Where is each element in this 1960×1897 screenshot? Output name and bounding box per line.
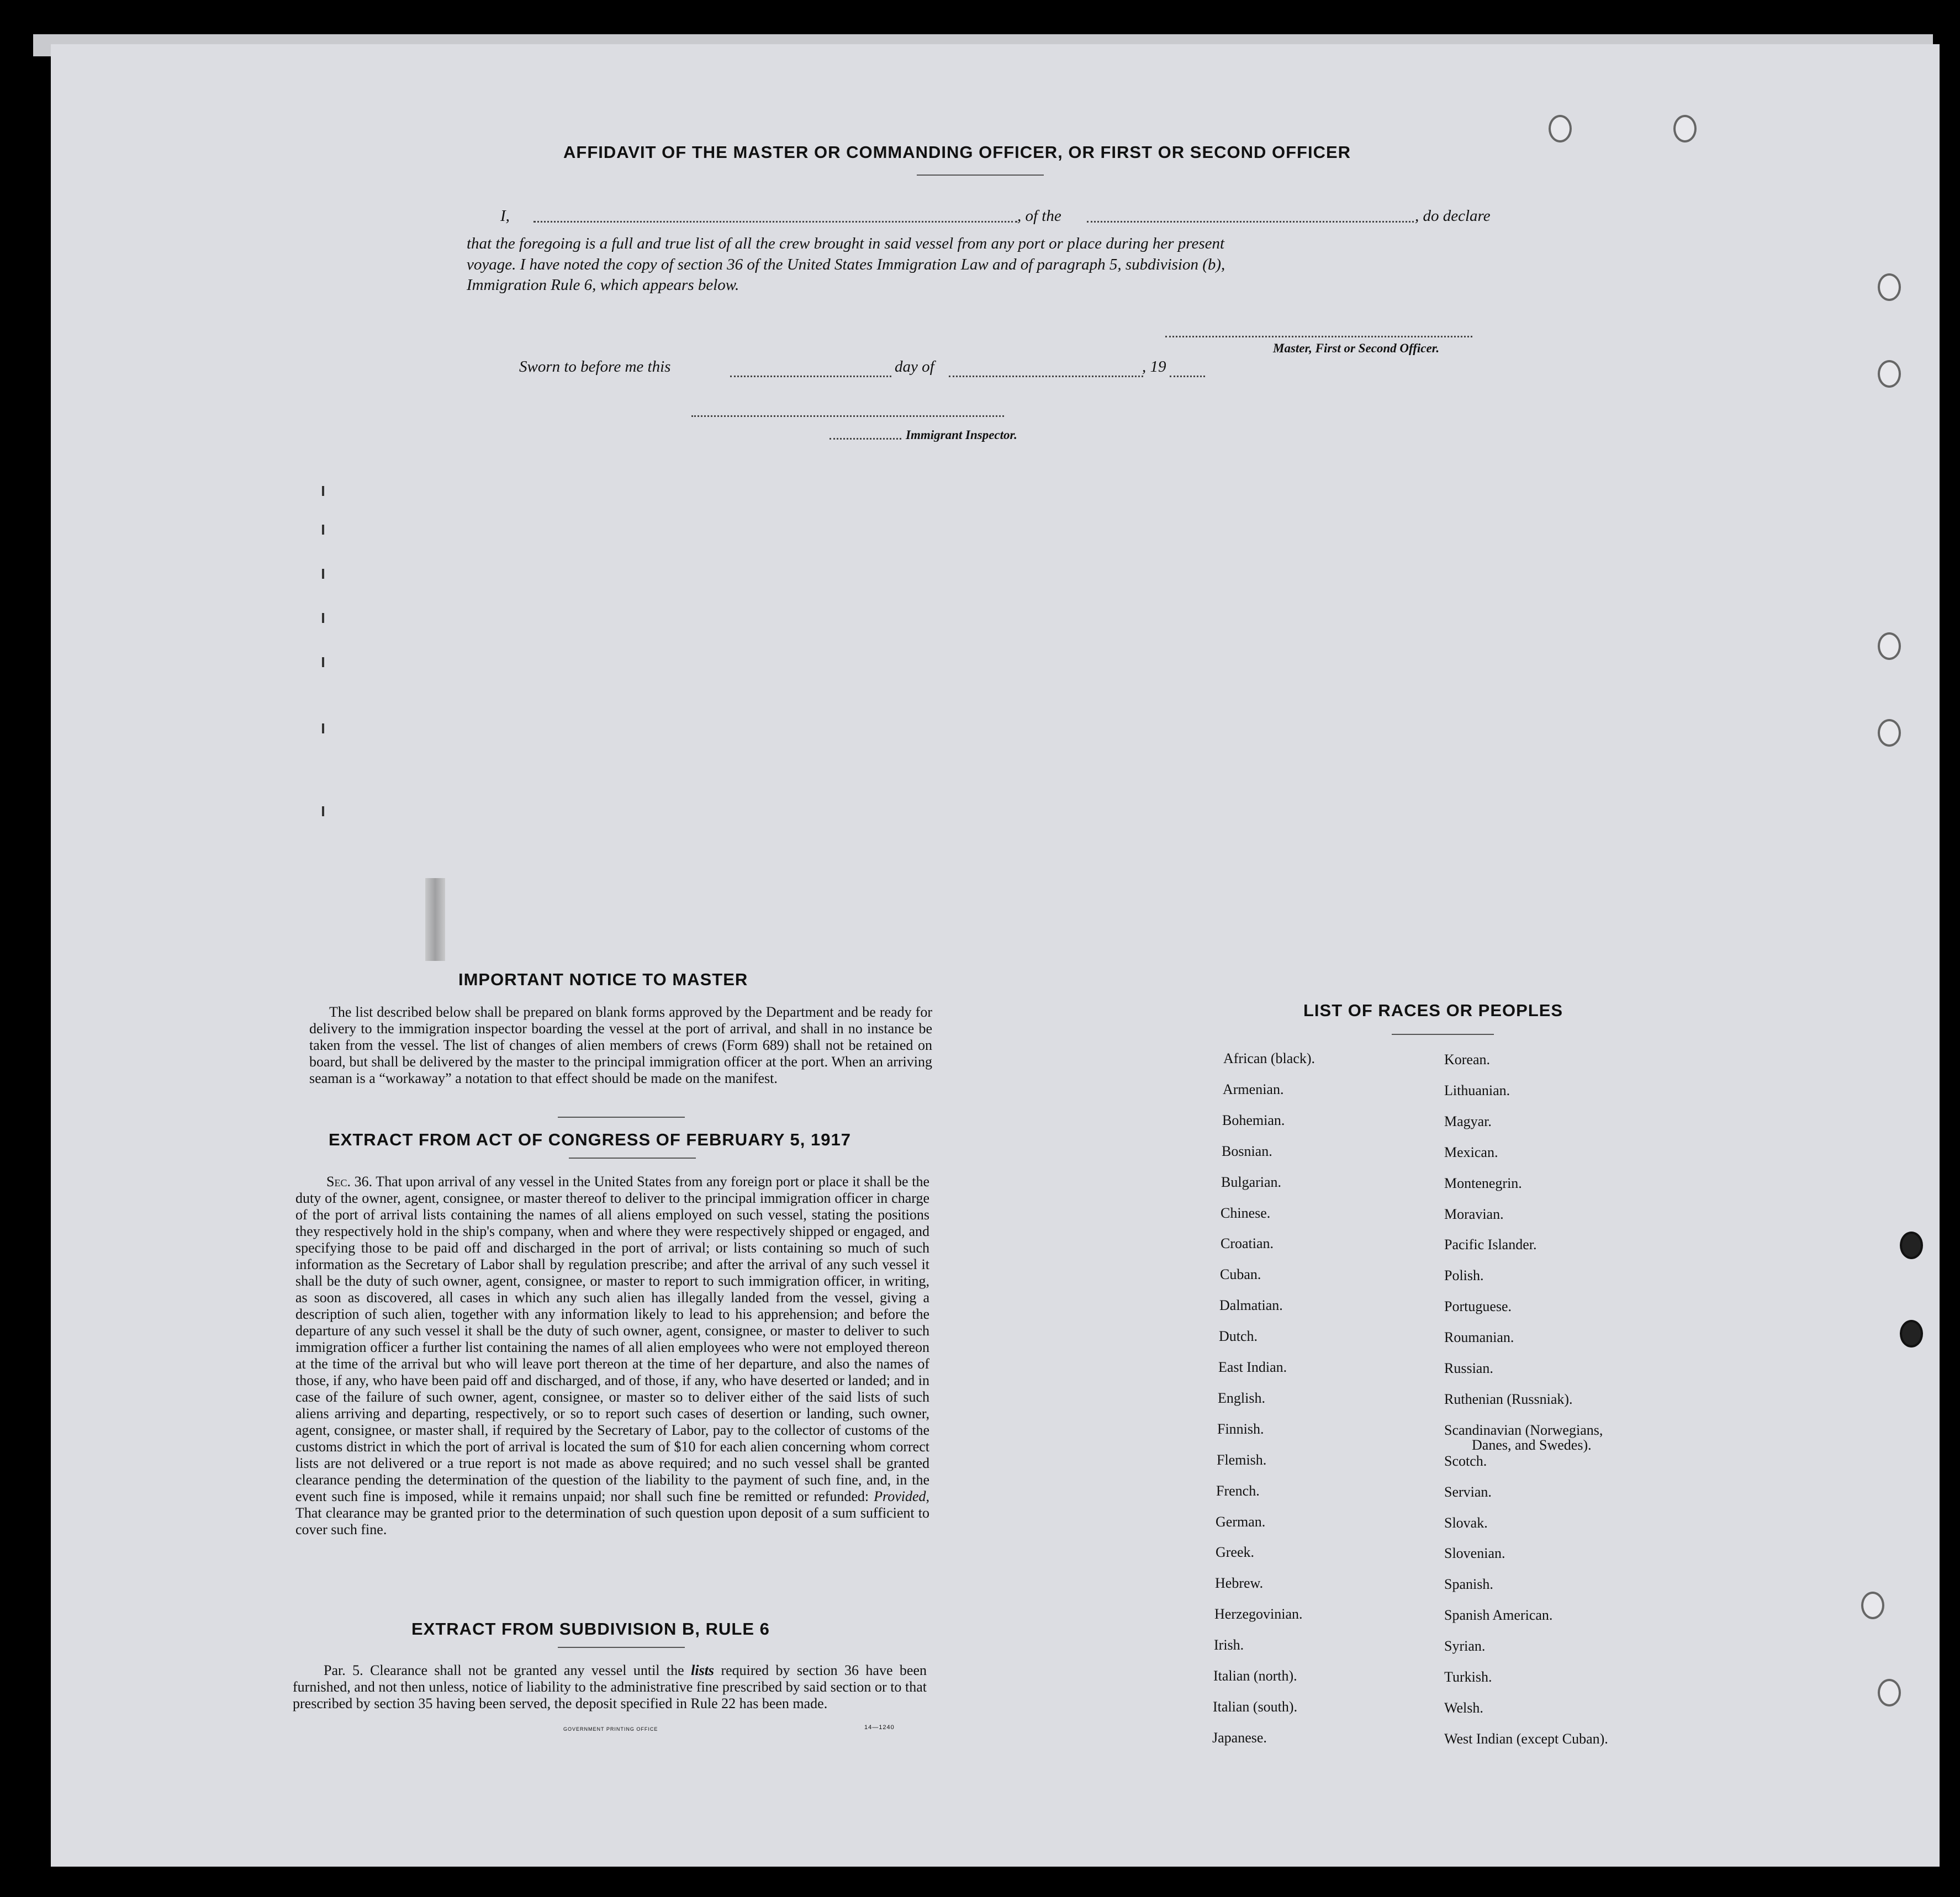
race-item: Korean. [1444, 1051, 1491, 1068]
race-item: Spanish. [1444, 1576, 1493, 1592]
punch-hole [1878, 273, 1901, 301]
race-item: Roumanian. [1444, 1329, 1514, 1345]
race-item: Finnish. [1217, 1421, 1264, 1437]
race-item: Servian. [1444, 1484, 1492, 1500]
act-title: EXTRACT FROM ACT OF CONGRESS OF FEBRUARY 5, 1917 [329, 1130, 851, 1149]
rule6-rule [558, 1647, 685, 1648]
act-provided: Provided, [874, 1488, 929, 1504]
race-item-continued: Danes, and Swedes). [1472, 1437, 1592, 1453]
margin-tick [322, 525, 324, 535]
master-label: Master, First or Second Officer. [1273, 341, 1440, 355]
month-blank[interactable] [949, 376, 1143, 377]
punch-hole [1878, 360, 1901, 388]
race-item: German. [1216, 1514, 1266, 1530]
punch-hole [1900, 1232, 1923, 1259]
act-body [295, 1174, 929, 1538]
rule6-title: EXTRACT FROM SUBDIVISION B, RULE 6 [411, 1619, 770, 1639]
margin-tick [322, 657, 324, 667]
affidavit-i: I, [500, 207, 510, 225]
punch-hole [1878, 719, 1901, 747]
race-item: Japanese. [1212, 1730, 1267, 1746]
races-title: LIST OF RACES OR PEOPLES [1303, 1001, 1563, 1020]
race-item: English. [1218, 1390, 1265, 1406]
affidavit-line4: Immigration Rule 6, which appears below. [467, 276, 739, 294]
affidavit-title: AFFIDAVIT OF THE MASTER OR COMMANDING OFFICER, OR FIRST OR SECOND OFFICER [563, 142, 1351, 162]
affidavit-of-the: , of the [1017, 207, 1061, 225]
master-signature-blank[interactable] [1165, 336, 1472, 337]
race-item: Cuban. [1220, 1266, 1261, 1282]
race-item: Scandinavian (Norwegians, [1444, 1422, 1603, 1438]
race-item: French. [1216, 1483, 1260, 1499]
margin-tick [322, 486, 324, 496]
form-code: 14—1240 [864, 1724, 895, 1731]
notice-rule [558, 1117, 685, 1118]
notice-title: IMPORTANT NOTICE TO MASTER [458, 970, 748, 989]
race-item: Syrian. [1444, 1638, 1486, 1654]
sworn-label: Sworn to before me this [519, 358, 671, 376]
printer-imprint: GOVERNMENT PRINTING OFFICE [563, 1726, 658, 1732]
race-item: Armenian. [1223, 1081, 1284, 1097]
day-of-label: day of [895, 358, 934, 376]
margin-tick [322, 613, 324, 623]
race-item: Pacific Islander. [1444, 1237, 1537, 1253]
document-page [51, 44, 1940, 1867]
smudge-mark [425, 878, 445, 961]
race-item: Russian. [1444, 1360, 1493, 1376]
race-item: Bosnian. [1222, 1143, 1272, 1159]
race-item: Mexican. [1444, 1144, 1498, 1160]
race-item: Dalmatian. [1219, 1297, 1283, 1313]
inspector-signature-blank[interactable] [691, 415, 1004, 417]
act-section-label: Sec. 36. [326, 1174, 373, 1190]
race-item: Welsh. [1444, 1700, 1483, 1716]
race-item: West Indian (except Cuban). [1444, 1731, 1608, 1747]
punch-hole [1878, 1679, 1901, 1706]
race-item: Flemish. [1217, 1452, 1267, 1468]
margin-tick [322, 569, 324, 579]
race-item: Moravian. [1444, 1206, 1504, 1222]
race-item: Croatian. [1221, 1235, 1274, 1251]
punch-hole [1673, 115, 1697, 142]
notice-text: The list described below shall be prepared on blank forms approved by the Department and be ready for delivery to the immigration inspector boarding the vessel at the port of arrival, and shall in no instance be taken from the vessel. The list of changes of alien members of crews (Form 689) shall not be retained on board, but shall be delivered by the master to the principal immigration officer at the port. When an arriving seaman is a “workaway” a notation to that effect should be made on the manifest. [309, 1004, 932, 1086]
punch-hole [1861, 1592, 1884, 1619]
vessel-blank[interactable] [1087, 221, 1414, 223]
act-rule [569, 1158, 696, 1159]
act-text: That upon arrival of any vessel in the United States from any foreign port or place it shall be the duty of the owner, agent, consignee, or master thereof to deliver to the principal immigration officer in charge of the port of arrival lists containing the names of all aliens employed on such vessel, stating the positions they respectively hold in the ship's company, when and where they were respectively shipped or engaged, and specifying those to be paid off and discharged in the port of arrival; or lists containing so much of such information as the Secretary of Labor shall by regulation prescribe; and after the arrival of any such vessel it shall be the duty of such owner, agent, consignee, or master to report to such immigration officer, in writing, as soon as discovered, all cases in which any such alien has illegally landed from the vessel, giving a description of such alien, together with any information likely to lead to his apprehension; and before the departure of any such vessel it shall be the duty of such owner, agent, consignee, or master to deliver to such immigration officer a further list containing the names of all alien employees who were not employed thereon at the time of the arrival but who will leave port thereon at the time of her departure, and also the names of those, if any, who have been paid off and discharged, and of those, if any, who have deserted or landed; and in case of the failure of such owner, agent, consignee, or master so to deliver either of the said lists of such aliens arriving and departing, respectively, or so to report such cases of desertion or landing, such owner, agent, consignee, or master shall, if required by the Secretary of Labor, pay to the collector of customs of the customs district in which the port of arrival is located the sum of $10 for each alien concerning whom correct lists are not delivered or a true report is not made as above required; and no such vessel shall be granted clearance pending the determination of the question of the liability to the payment of such fine, and, in the event such fine is imposed, while it remains unpaid; nor shall such fine be remitted or refunded: [295, 1174, 930, 1504]
race-item: Bulgarian. [1221, 1174, 1282, 1190]
rule6-body [293, 1662, 927, 1712]
race-item: Chinese. [1221, 1205, 1271, 1221]
affidavit-declare: , do declare [1415, 207, 1491, 225]
punch-hole [1549, 115, 1572, 142]
race-item: Bohemian. [1222, 1112, 1285, 1128]
race-item: Hebrew. [1215, 1575, 1264, 1591]
race-item: Dutch. [1219, 1328, 1258, 1344]
punch-hole [1900, 1320, 1923, 1348]
rule6-lists: lists [691, 1662, 715, 1678]
race-item: Italian (north). [1213, 1668, 1297, 1684]
race-item: Herzegovinian. [1214, 1606, 1303, 1622]
margin-tick [322, 723, 324, 733]
race-item: East Indian. [1218, 1359, 1287, 1375]
act-text-end: That clearance may be granted prior to the determination of such question upon deposit of a sum sufficient to cover such fine. [295, 1505, 929, 1537]
race-item: Montenegrin. [1444, 1175, 1522, 1191]
race-item: Irish. [1214, 1637, 1244, 1653]
rule6-par-label: Par. 5. [324, 1662, 363, 1678]
inspector-label: Immigrant Inspector. [906, 428, 1017, 442]
race-item: Scotch. [1444, 1453, 1487, 1469]
race-item: African (black). [1223, 1050, 1316, 1066]
race-item: Slovenian. [1444, 1545, 1505, 1561]
race-item: Magyar. [1444, 1113, 1492, 1129]
rule6-text: Clearance shall not be granted any vessel until the [370, 1662, 691, 1678]
affidavit-line3: voyage. I have noted the copy of section 36 of the United States Immigration Law and of paragraph 5, subdivision (b), [467, 256, 1225, 273]
race-item: Lithuanian. [1444, 1082, 1510, 1098]
rule6-text-end: required by section 36 have been furnished, and not then unless, notice of liability to the administrative fine prescribed by said section or to that prescribed by section 35 having been served, the deposit specified in Rule 22 has been made. [293, 1662, 927, 1711]
race-item: Turkish. [1444, 1669, 1492, 1685]
race-item: Italian (south). [1213, 1699, 1298, 1715]
inspector-dots [830, 438, 901, 440]
race-item: Polish. [1444, 1267, 1484, 1283]
name-blank[interactable] [533, 221, 1017, 223]
race-item: Ruthenian (Russniak). [1444, 1391, 1573, 1407]
race-item: Spanish American. [1444, 1607, 1553, 1623]
affidavit-line2: that the foregoing is a full and true list of all the crew brought in said vessel from any port or place during her present [467, 235, 1225, 252]
race-item: Slovak. [1444, 1515, 1488, 1531]
year-blank[interactable] [1170, 376, 1205, 377]
year-label: , 19 [1142, 358, 1166, 376]
race-item: Greek. [1216, 1544, 1255, 1560]
races-rule [1392, 1034, 1494, 1035]
race-item: Portuguese. [1444, 1298, 1512, 1314]
notice-body [309, 1004, 932, 1087]
margin-tick [322, 806, 324, 816]
punch-hole [1878, 632, 1901, 660]
title-rule [917, 175, 1044, 176]
day-blank[interactable] [730, 376, 891, 377]
